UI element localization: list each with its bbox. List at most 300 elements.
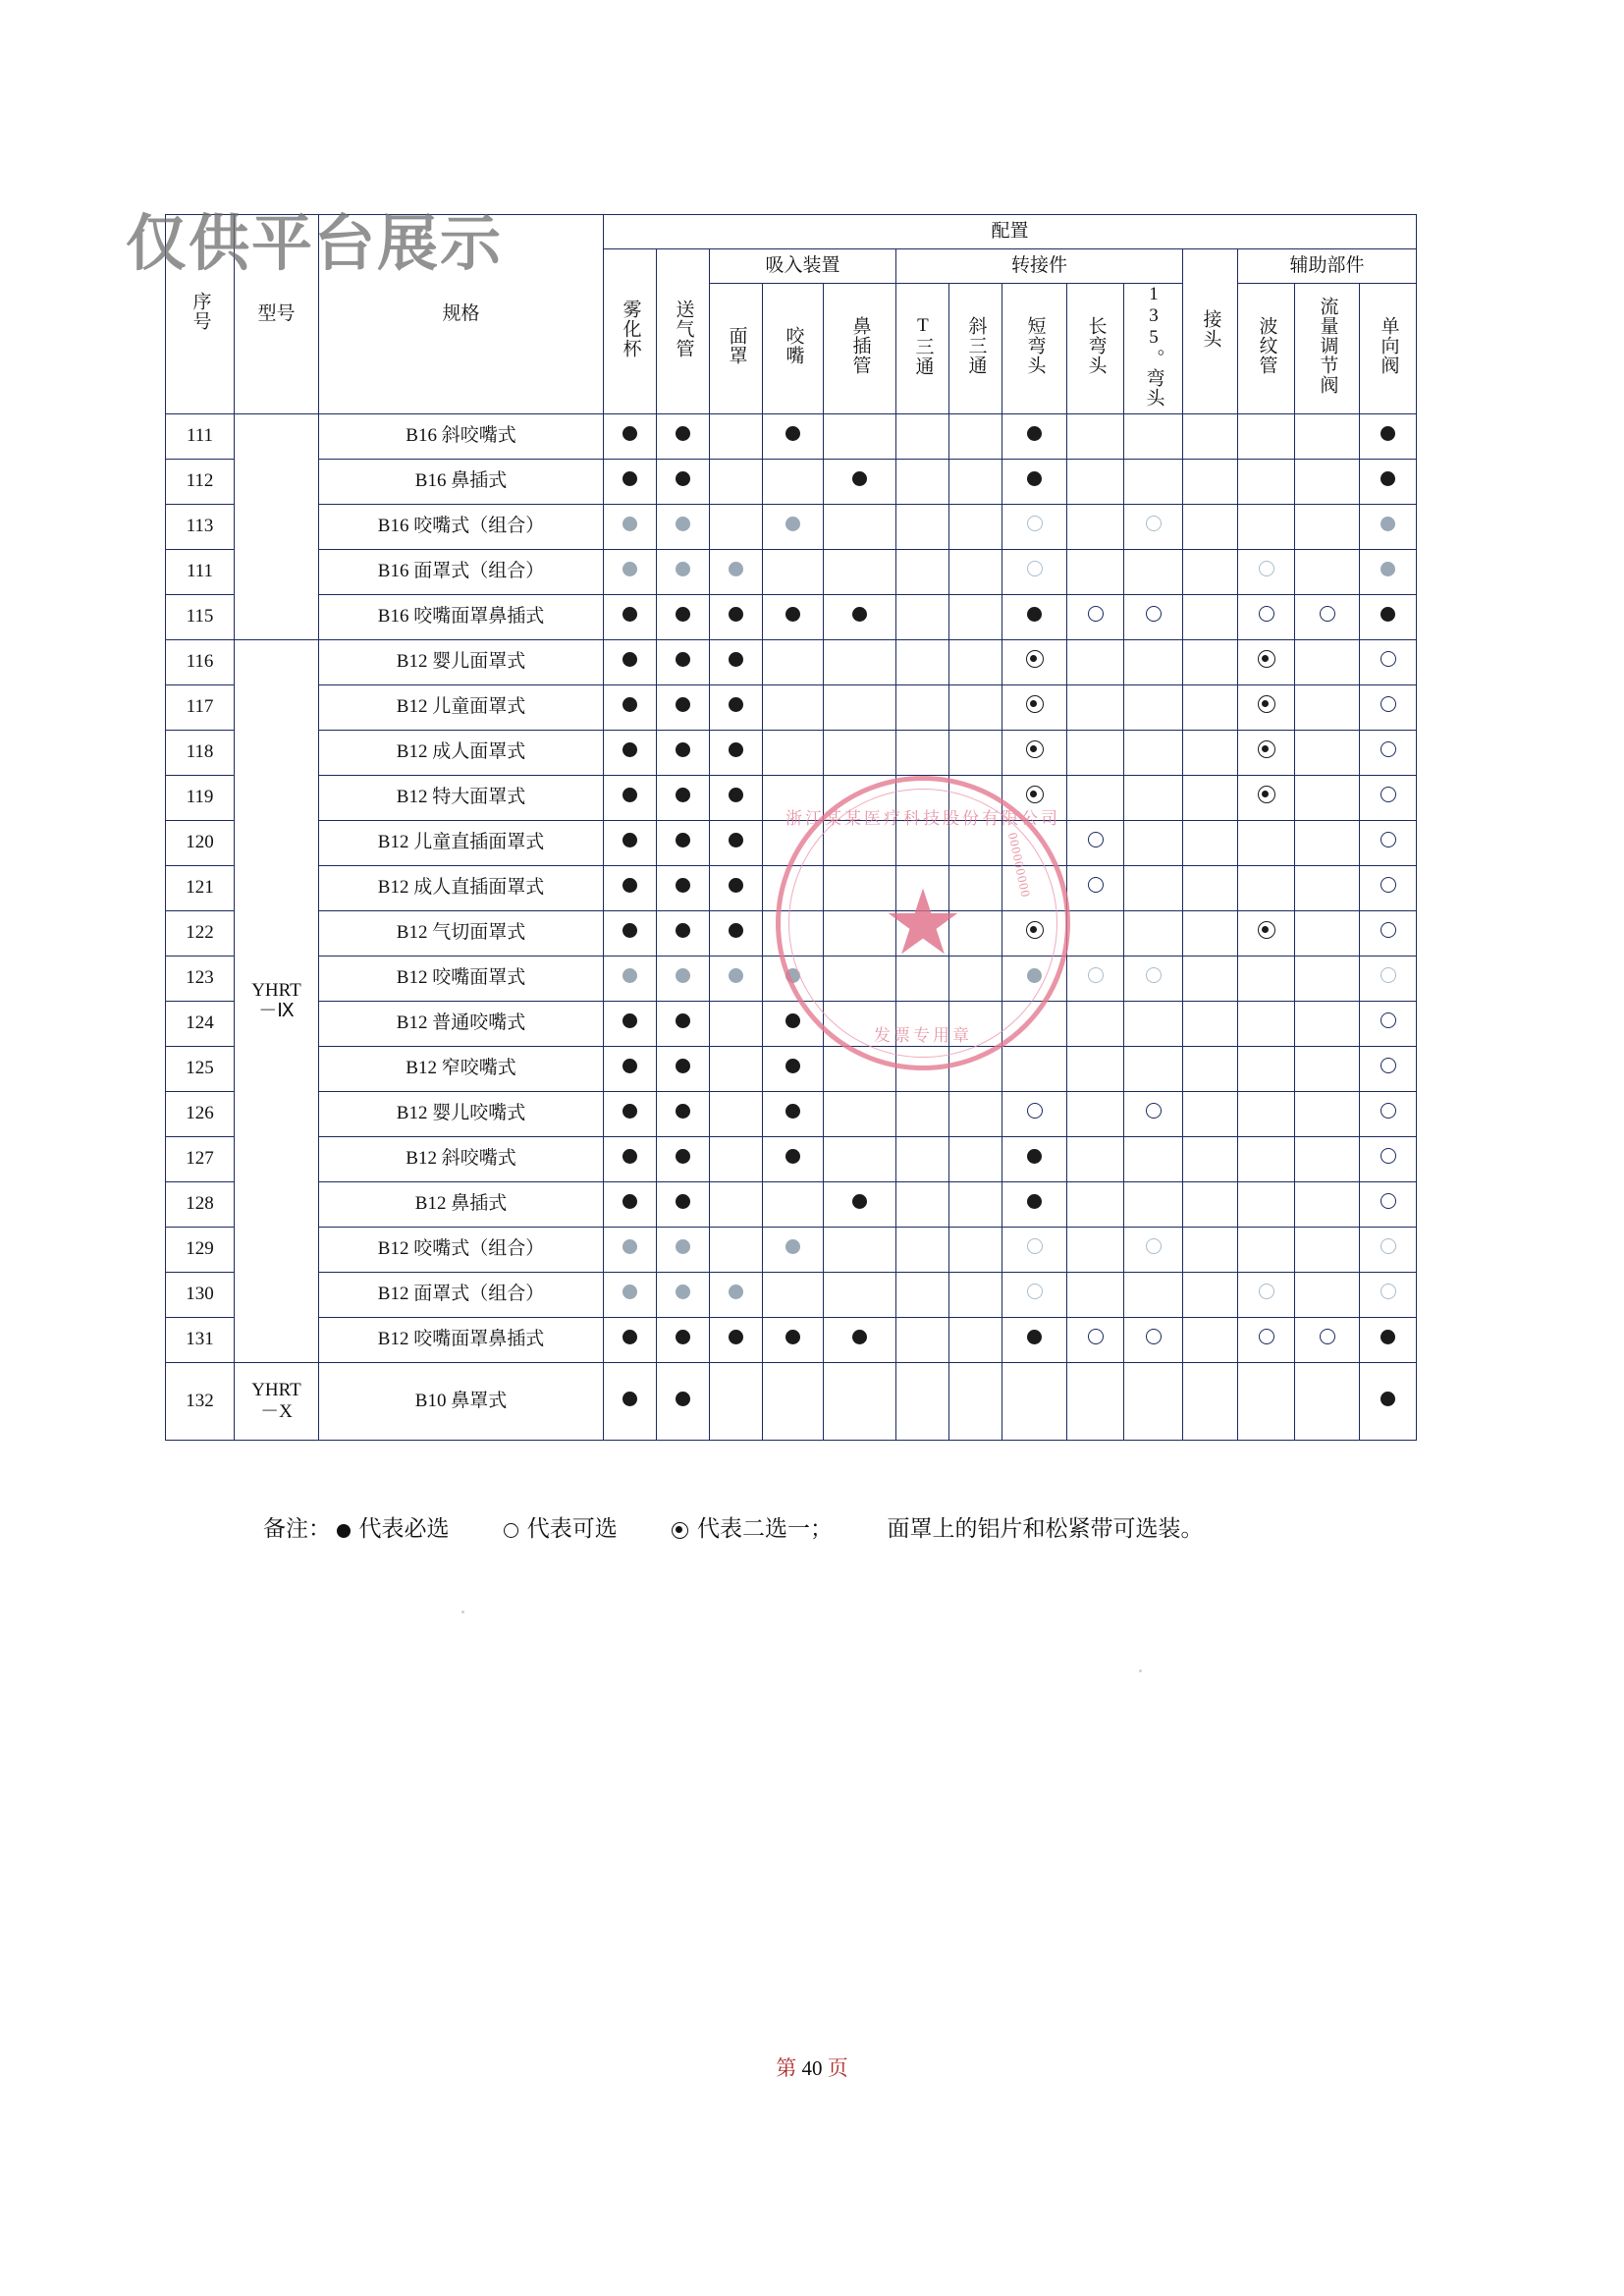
cell-air-tube <box>657 413 710 459</box>
cell-short-elbow <box>1002 594 1067 639</box>
required-mark-icon <box>623 1285 637 1299</box>
required-mark-icon <box>729 833 743 847</box>
row-index: 117 <box>166 684 235 730</box>
cell-long-elbow <box>1067 820 1124 865</box>
required-mark-icon <box>623 471 637 486</box>
cell-nasal-tube <box>824 1046 896 1091</box>
cell-nebulizer-cup <box>604 504 657 549</box>
cell-one-way-valve <box>1360 639 1417 684</box>
cell-nebulizer-cup <box>604 1046 657 1091</box>
footer-suffix: 页 <box>827 2056 848 2080</box>
cell-air-tube <box>657 1001 710 1046</box>
cell-oblique-tee <box>949 910 1002 956</box>
cell-t-tee <box>896 910 949 956</box>
header-group-auxiliary: 辅助部件 <box>1238 249 1417 284</box>
cell-corrugated-tube <box>1238 549 1295 594</box>
required-mark-icon <box>729 1285 743 1299</box>
cell-t-tee <box>896 730 949 775</box>
cell-flow-valve <box>1295 775 1360 820</box>
cell-air-tube <box>657 1317 710 1362</box>
cell-one-way-valve <box>1360 549 1417 594</box>
row-index: 111 <box>166 413 235 459</box>
header-col-one-way-valve: 单向阀 <box>1360 284 1417 414</box>
cell-connector <box>1183 1317 1238 1362</box>
cell-air-tube <box>657 459 710 504</box>
row-spec: B16 面罩式（组合） <box>319 549 604 594</box>
row-index: 118 <box>166 730 235 775</box>
row-index: 115 <box>166 594 235 639</box>
cell-corrugated-tube <box>1238 956 1295 1001</box>
choose-one-mark-icon <box>1258 695 1275 713</box>
optional-mark-icon <box>1380 696 1396 712</box>
row-spec: B16 咬嘴式（组合） <box>319 504 604 549</box>
cell-mask <box>710 730 763 775</box>
required-mark-icon <box>623 697 637 712</box>
required-mark-icon <box>729 742 743 757</box>
cell-t-tee <box>896 1091 949 1136</box>
cell-nasal-tube <box>824 956 896 1001</box>
cell-nasal-tube <box>824 413 896 459</box>
cell-t-tee <box>896 594 949 639</box>
header-col-oblique-tee: 斜三通 <box>949 284 1002 414</box>
cell-connector <box>1183 684 1238 730</box>
required-mark-icon <box>729 697 743 712</box>
cell-corrugated-tube <box>1238 730 1295 775</box>
cell-air-tube <box>657 730 710 775</box>
cell-flow-valve <box>1295 1272 1360 1317</box>
required-mark-icon <box>785 1013 800 1028</box>
required-mark-icon <box>785 1059 800 1073</box>
cell-mask <box>710 1272 763 1317</box>
cell-elbow-135 <box>1124 413 1183 459</box>
seal-code: 000000000 <box>1004 831 1034 900</box>
cell-elbow-135 <box>1124 1272 1183 1317</box>
cell-t-tee <box>896 820 949 865</box>
cell-t-tee <box>896 1317 949 1362</box>
optional-mark-icon <box>1380 787 1396 802</box>
cell-elbow-135 <box>1124 910 1183 956</box>
row-index: 120 <box>166 820 235 865</box>
cell-air-tube <box>657 639 710 684</box>
cell-short-elbow <box>1002 1317 1067 1362</box>
row-spec: B12 特大面罩式 <box>319 775 604 820</box>
table-row <box>166 956 1417 1001</box>
optional-mark-icon <box>1380 877 1396 893</box>
optional-mark-icon <box>1088 832 1104 847</box>
cell-mouthpiece <box>763 1272 824 1317</box>
cell-flow-valve <box>1295 820 1360 865</box>
row-index: 128 <box>166 1181 235 1227</box>
cell-corrugated-tube <box>1238 594 1295 639</box>
optional-mark-icon <box>1088 606 1104 622</box>
cell-nebulizer-cup <box>604 684 657 730</box>
required-mark-icon <box>676 1013 690 1028</box>
cell-nasal-tube <box>824 1091 896 1136</box>
cell-oblique-tee <box>949 639 1002 684</box>
cell-long-elbow <box>1067 956 1124 1001</box>
optional-mark-icon <box>1027 1103 1043 1119</box>
cell-one-way-valve <box>1360 459 1417 504</box>
row-index: 129 <box>166 1227 235 1272</box>
cell-long-elbow <box>1067 1181 1124 1227</box>
row-index: 123 <box>166 956 235 1001</box>
required-mark-icon <box>852 1330 867 1344</box>
cell-air-tube <box>657 865 710 910</box>
cell-flow-valve <box>1295 413 1360 459</box>
choose-one-mark-icon <box>1026 695 1044 713</box>
cell-nebulizer-cup <box>604 594 657 639</box>
required-mark-icon <box>729 652 743 667</box>
cell-nebulizer-cup <box>604 820 657 865</box>
cell-mask <box>710 639 763 684</box>
cell-connector <box>1183 865 1238 910</box>
row-index: 121 <box>166 865 235 910</box>
required-mark-icon <box>676 1330 690 1344</box>
cell-nasal-tube <box>824 775 896 820</box>
cell-oblique-tee <box>949 684 1002 730</box>
cell-short-elbow <box>1002 549 1067 594</box>
cell-flow-valve <box>1295 1136 1360 1181</box>
cell-long-elbow <box>1067 775 1124 820</box>
cell-air-tube <box>657 684 710 730</box>
required-mark-icon <box>623 1104 637 1119</box>
cell-oblique-tee <box>949 865 1002 910</box>
cell-mask <box>710 956 763 1001</box>
row-spec: B16 鼻插式 <box>319 459 604 504</box>
required-mark-icon <box>729 1330 743 1344</box>
row-model: YHRT －X <box>235 1362 319 1440</box>
cell-nasal-tube <box>824 594 896 639</box>
cell-nebulizer-cup <box>604 1001 657 1046</box>
cell-short-elbow <box>1002 504 1067 549</box>
required-mark-icon <box>676 607 690 622</box>
row-index: 113 <box>166 504 235 549</box>
cell-long-elbow <box>1067 1136 1124 1181</box>
table-row <box>166 1227 1417 1272</box>
cell-connector <box>1183 956 1238 1001</box>
required-mark-icon <box>676 788 690 802</box>
required-mark-icon <box>1027 471 1042 486</box>
required-mark-icon <box>785 1330 800 1344</box>
table-row <box>166 459 1417 504</box>
cell-oblique-tee <box>949 504 1002 549</box>
cell-corrugated-tube <box>1238 1001 1295 1046</box>
required-mark-icon <box>676 1285 690 1299</box>
star-icon: ★ <box>882 873 964 973</box>
choose-one-mark-icon <box>1258 786 1275 803</box>
seal-bottom-text: 发票专用章 <box>874 1026 972 1045</box>
cell-flow-valve <box>1295 1001 1360 1046</box>
required-mark-icon <box>623 1330 637 1344</box>
choose-one-mark-icon <box>1258 921 1275 939</box>
optional-mark-icon <box>1320 1329 1335 1344</box>
cell-corrugated-tube <box>1238 684 1295 730</box>
cell-air-tube <box>657 1046 710 1091</box>
row-spec: B12 普通咬嘴式 <box>319 1001 604 1046</box>
cell-air-tube <box>657 594 710 639</box>
cell-oblique-tee <box>949 549 1002 594</box>
cell-elbow-135 <box>1124 730 1183 775</box>
required-mark-icon <box>676 923 690 938</box>
footer-prefix: 第 <box>776 2056 797 2080</box>
scan-speck <box>1139 1669 1142 1672</box>
cell-t-tee <box>896 1046 949 1091</box>
choose-one-mark-icon <box>1026 650 1044 668</box>
cell-mask <box>710 820 763 865</box>
table-row <box>166 684 1417 730</box>
optional-mark-icon <box>1259 1329 1274 1344</box>
required-mark-icon <box>676 517 690 531</box>
required-mark-icon <box>623 1194 637 1209</box>
cell-short-elbow <box>1002 1136 1067 1181</box>
required-mark-icon <box>785 517 800 531</box>
cell-nebulizer-cup <box>604 1317 657 1362</box>
cell-air-tube <box>657 1227 710 1272</box>
cell-connector <box>1183 504 1238 549</box>
cell-mouthpiece <box>763 1227 824 1272</box>
cell-long-elbow <box>1067 730 1124 775</box>
cell-air-tube <box>657 549 710 594</box>
row-spec: B12 窄咬嘴式 <box>319 1046 604 1091</box>
cell-long-elbow <box>1067 1001 1124 1046</box>
required-mark-icon <box>852 607 867 622</box>
required-mark-icon <box>1027 968 1042 983</box>
optional-mark-icon <box>1380 1193 1396 1209</box>
required-mark-icon <box>623 426 637 441</box>
cell-nebulizer-cup <box>604 1091 657 1136</box>
optional-mark-icon <box>1380 1012 1396 1028</box>
row-index: 125 <box>166 1046 235 1091</box>
required-mark-icon <box>1380 1392 1395 1406</box>
row-spec: B12 成人面罩式 <box>319 730 604 775</box>
cell-oblique-tee <box>949 1091 1002 1136</box>
required-mark-icon <box>676 1104 690 1119</box>
required-mark-icon <box>676 426 690 441</box>
required-mark-icon <box>1380 426 1395 441</box>
optional-mark-icon <box>1027 516 1043 531</box>
header-col-connector: 接头 <box>1183 249 1238 414</box>
optional-mark-icon <box>1259 1284 1274 1299</box>
cell-long-elbow <box>1067 684 1124 730</box>
row-spec: B10 鼻罩式 <box>319 1362 604 1440</box>
row-index: 124 <box>166 1001 235 1046</box>
cell-corrugated-tube <box>1238 1136 1295 1181</box>
required-mark-icon <box>1380 562 1395 576</box>
choose-one-mark-icon <box>1026 921 1044 939</box>
required-mark-icon <box>676 697 690 712</box>
table-row <box>166 549 1417 594</box>
footer-page-number: 40 <box>801 2056 823 2080</box>
optional-mark-icon <box>1380 741 1396 757</box>
cell-mouthpiece <box>763 459 824 504</box>
cell-flow-valve <box>1295 1181 1360 1227</box>
cell-connector <box>1183 413 1238 459</box>
cell-elbow-135 <box>1124 1362 1183 1440</box>
cell-elbow-135 <box>1124 1181 1183 1227</box>
cell-mouthpiece <box>763 639 824 684</box>
cell-flow-valve <box>1295 910 1360 956</box>
required-mark-icon <box>785 607 800 622</box>
cell-one-way-valve <box>1360 1181 1417 1227</box>
cell-nasal-tube <box>824 684 896 730</box>
cell-mask <box>710 594 763 639</box>
cell-flow-valve <box>1295 1227 1360 1272</box>
cell-short-elbow <box>1002 956 1067 1001</box>
required-mark-icon <box>785 1149 800 1164</box>
legend-choose-one-icon <box>672 1522 688 1539</box>
cell-flow-valve <box>1295 1362 1360 1440</box>
cell-short-elbow <box>1002 413 1067 459</box>
cell-corrugated-tube <box>1238 1362 1295 1440</box>
cell-nebulizer-cup <box>604 1362 657 1440</box>
cell-mask <box>710 775 763 820</box>
cell-nebulizer-cup <box>604 730 657 775</box>
cell-flow-valve <box>1295 684 1360 730</box>
cell-one-way-valve <box>1360 1362 1417 1440</box>
row-spec: B12 面罩式（组合） <box>319 1272 604 1317</box>
required-mark-icon <box>623 833 637 847</box>
cell-elbow-135 <box>1124 1136 1183 1181</box>
row-spec: B12 儿童面罩式 <box>319 684 604 730</box>
header-col-corrugated-tube: 波纹管 <box>1238 284 1295 414</box>
required-mark-icon <box>676 878 690 893</box>
cell-long-elbow <box>1067 1317 1124 1362</box>
cell-t-tee <box>896 504 949 549</box>
cell-long-elbow <box>1067 1362 1124 1440</box>
cell-flow-valve <box>1295 730 1360 775</box>
cell-air-tube <box>657 1272 710 1317</box>
cell-mouthpiece <box>763 684 824 730</box>
required-mark-icon <box>623 1013 637 1028</box>
cell-mouthpiece <box>763 956 824 1001</box>
optional-mark-icon <box>1380 1284 1396 1299</box>
cell-elbow-135 <box>1124 549 1183 594</box>
cell-elbow-135 <box>1124 504 1183 549</box>
cell-oblique-tee <box>949 1272 1002 1317</box>
header-group-adapter: 转接件 <box>896 249 1183 284</box>
choose-one-mark-icon <box>1258 740 1275 758</box>
table-row <box>166 910 1417 956</box>
row-index: 130 <box>166 1272 235 1317</box>
cell-short-elbow <box>1002 865 1067 910</box>
required-mark-icon <box>1027 1194 1042 1209</box>
cell-nasal-tube <box>824 504 896 549</box>
cell-oblique-tee <box>949 730 1002 775</box>
cell-nasal-tube <box>824 1136 896 1181</box>
cell-one-way-valve <box>1360 413 1417 459</box>
header-col-135-elbow: 135。弯头 <box>1124 284 1183 414</box>
cell-t-tee <box>896 1362 949 1440</box>
cell-mouthpiece <box>763 1181 824 1227</box>
cell-short-elbow <box>1002 1046 1067 1091</box>
legend-required-icon <box>337 1524 351 1538</box>
cell-mouthpiece <box>763 504 824 549</box>
required-mark-icon <box>729 788 743 802</box>
cell-mouthpiece <box>763 865 824 910</box>
optional-mark-icon <box>1088 877 1104 893</box>
cell-mouthpiece <box>763 1001 824 1046</box>
cell-flow-valve <box>1295 865 1360 910</box>
optional-mark-icon <box>1088 967 1104 983</box>
cell-air-tube <box>657 1091 710 1136</box>
header-col-short-elbow: 短弯头 <box>1002 284 1067 414</box>
table-row <box>166 1181 1417 1227</box>
cell-nebulizer-cup <box>604 1181 657 1227</box>
cell-long-elbow <box>1067 459 1124 504</box>
cell-connector <box>1183 1136 1238 1181</box>
header-group-inhalation: 吸入装置 <box>710 249 896 284</box>
cell-mask <box>710 1001 763 1046</box>
cell-nebulizer-cup <box>604 549 657 594</box>
cell-mask <box>710 865 763 910</box>
cell-flow-valve <box>1295 459 1360 504</box>
required-mark-icon <box>676 471 690 486</box>
cell-corrugated-tube <box>1238 1046 1295 1091</box>
cell-short-elbow <box>1002 639 1067 684</box>
required-mark-icon <box>1380 471 1395 486</box>
cell-connector <box>1183 1362 1238 1440</box>
cell-short-elbow <box>1002 775 1067 820</box>
required-mark-icon <box>852 471 867 486</box>
cell-air-tube <box>657 775 710 820</box>
required-mark-icon <box>676 1149 690 1164</box>
table-row <box>166 820 1417 865</box>
required-mark-icon <box>623 1392 637 1406</box>
cell-one-way-valve <box>1360 820 1417 865</box>
row-spec: B12 斜咬嘴式 <box>319 1136 604 1181</box>
cell-connector <box>1183 1091 1238 1136</box>
header-index: 序号 <box>166 215 235 414</box>
cell-nasal-tube <box>824 1001 896 1046</box>
cell-short-elbow <box>1002 459 1067 504</box>
cell-connector <box>1183 820 1238 865</box>
required-mark-icon <box>785 1104 800 1119</box>
required-mark-icon <box>1027 1330 1042 1344</box>
cell-flow-valve <box>1295 1317 1360 1362</box>
required-mark-icon <box>729 562 743 576</box>
required-mark-icon <box>1027 426 1042 441</box>
cell-mask <box>710 684 763 730</box>
legend-optional-icon <box>504 1523 518 1538</box>
table-row <box>166 1272 1417 1317</box>
cell-one-way-valve <box>1360 684 1417 730</box>
row-index: 111 <box>166 549 235 594</box>
row-index: 131 <box>166 1317 235 1362</box>
optional-mark-icon <box>1027 561 1043 576</box>
cell-nasal-tube <box>824 1362 896 1440</box>
table-row <box>166 730 1417 775</box>
required-mark-icon <box>676 968 690 983</box>
optional-mark-icon <box>1380 1148 1396 1164</box>
required-mark-icon <box>676 833 690 847</box>
required-mark-icon <box>729 968 743 983</box>
cell-oblique-tee <box>949 1362 1002 1440</box>
cell-mouthpiece <box>763 1362 824 1440</box>
required-mark-icon <box>623 607 637 622</box>
cell-mouthpiece <box>763 1091 824 1136</box>
required-mark-icon <box>623 1239 637 1254</box>
cell-oblique-tee <box>949 1001 1002 1046</box>
cell-short-elbow <box>1002 1181 1067 1227</box>
required-mark-icon <box>1380 607 1395 622</box>
cell-connector <box>1183 459 1238 504</box>
row-index: 116 <box>166 639 235 684</box>
cell-flow-valve <box>1295 956 1360 1001</box>
cell-t-tee <box>896 1001 949 1046</box>
cell-nasal-tube <box>824 1317 896 1362</box>
required-mark-icon <box>623 1149 637 1164</box>
cell-corrugated-tube <box>1238 865 1295 910</box>
